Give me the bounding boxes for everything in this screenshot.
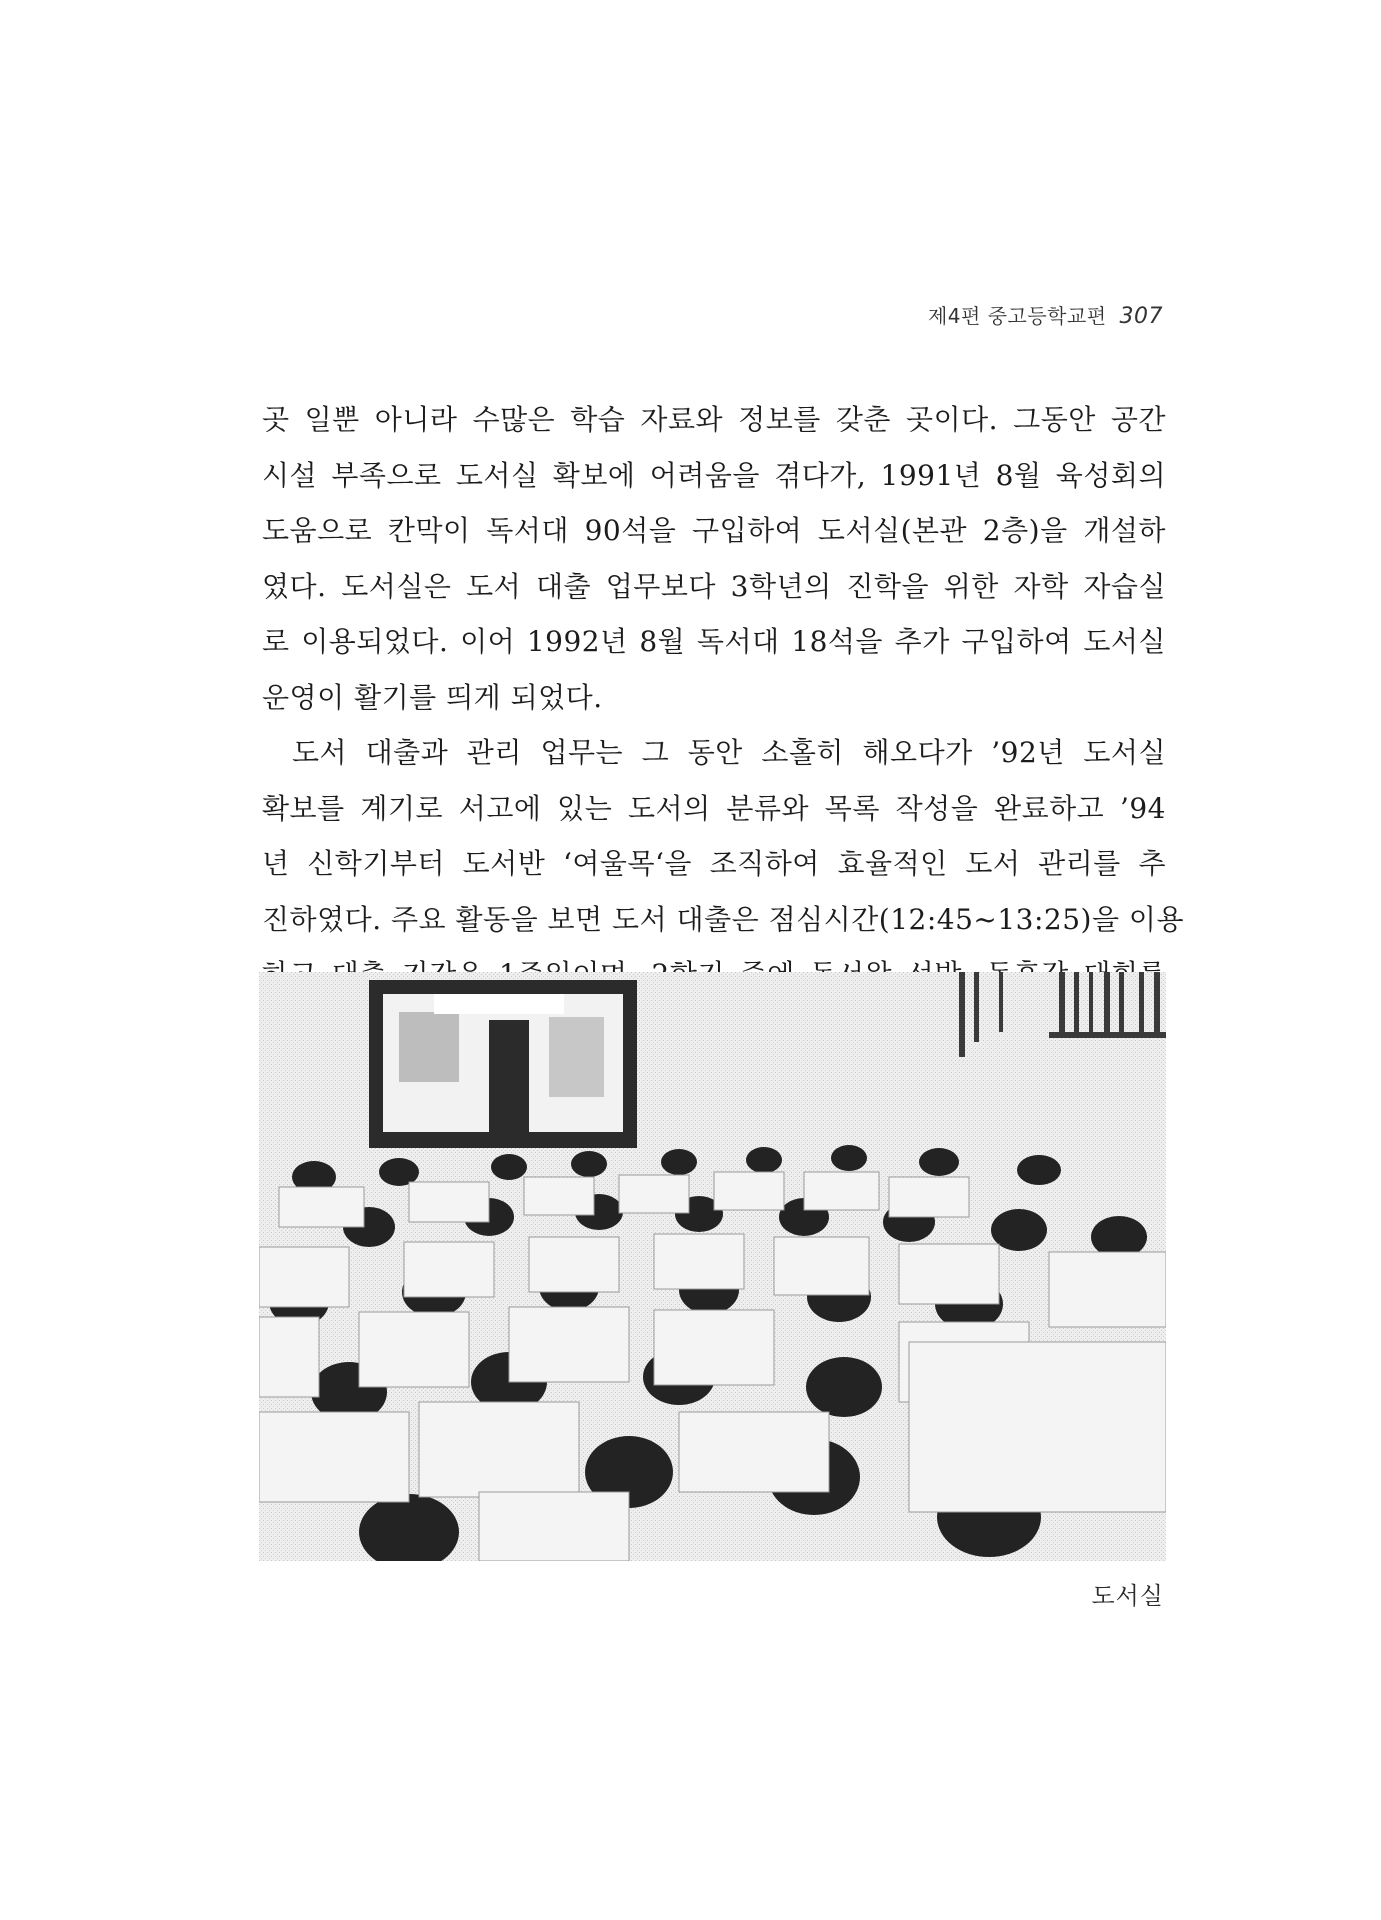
body-line: 도서 대출과 관리 업무는 그 동안 소홀히 해오다가 ’92년 도서실 bbox=[292, 736, 1166, 769]
running-header bbox=[928, 300, 1163, 329]
figure-caption: 도서실 bbox=[1091, 1582, 1164, 1610]
body-line: 로 이용되었다. 이어 1992년 8월 독서대 18석을 추가 구입하여 도서실 bbox=[262, 625, 1166, 658]
body-line: 도움으로 칸막이 독서대 90석을 구입하여 도서실(본관 2층)을 개설하 bbox=[262, 514, 1166, 547]
body-line: 곳 일뿐 아니라 수많은 학습 자료와 정보를 갖춘 곳이다. 그동안 공간 bbox=[262, 403, 1166, 436]
body-line: 시설 부족으로 도서실 확보에 어려움을 겪다가, 1991년 8월 육성회의 bbox=[262, 458, 1166, 492]
body-text bbox=[262, 392, 1185, 1058]
section-title: 제4편 중고등학교편 bbox=[927, 304, 1107, 328]
library-photo bbox=[259, 972, 1166, 1561]
body-line: 였다. 도서실은 도서 대출 업무보다 3학년의 진학을 위한 자학 자습실 bbox=[262, 569, 1166, 603]
body-line: 확보를 계기로 서고에 있는 도서의 분류와 목록 작성을 완료하고 ’94 bbox=[262, 791, 1166, 825]
page-number: 307 bbox=[1119, 304, 1163, 329]
body-line: 진하였다. 주요 활동을 보면 도서 대출은 점심시간(12:45~13:25)을 이용 bbox=[262, 902, 1185, 936]
body-line: 운영이 활기를 띄게 되었다. bbox=[262, 680, 603, 714]
wall-screen bbox=[369, 980, 637, 1148]
body-line: 년 신학기부터 도서반 ‘여울목‘을 조직하여 효율적인 도서 관리를 추 bbox=[262, 847, 1166, 880]
